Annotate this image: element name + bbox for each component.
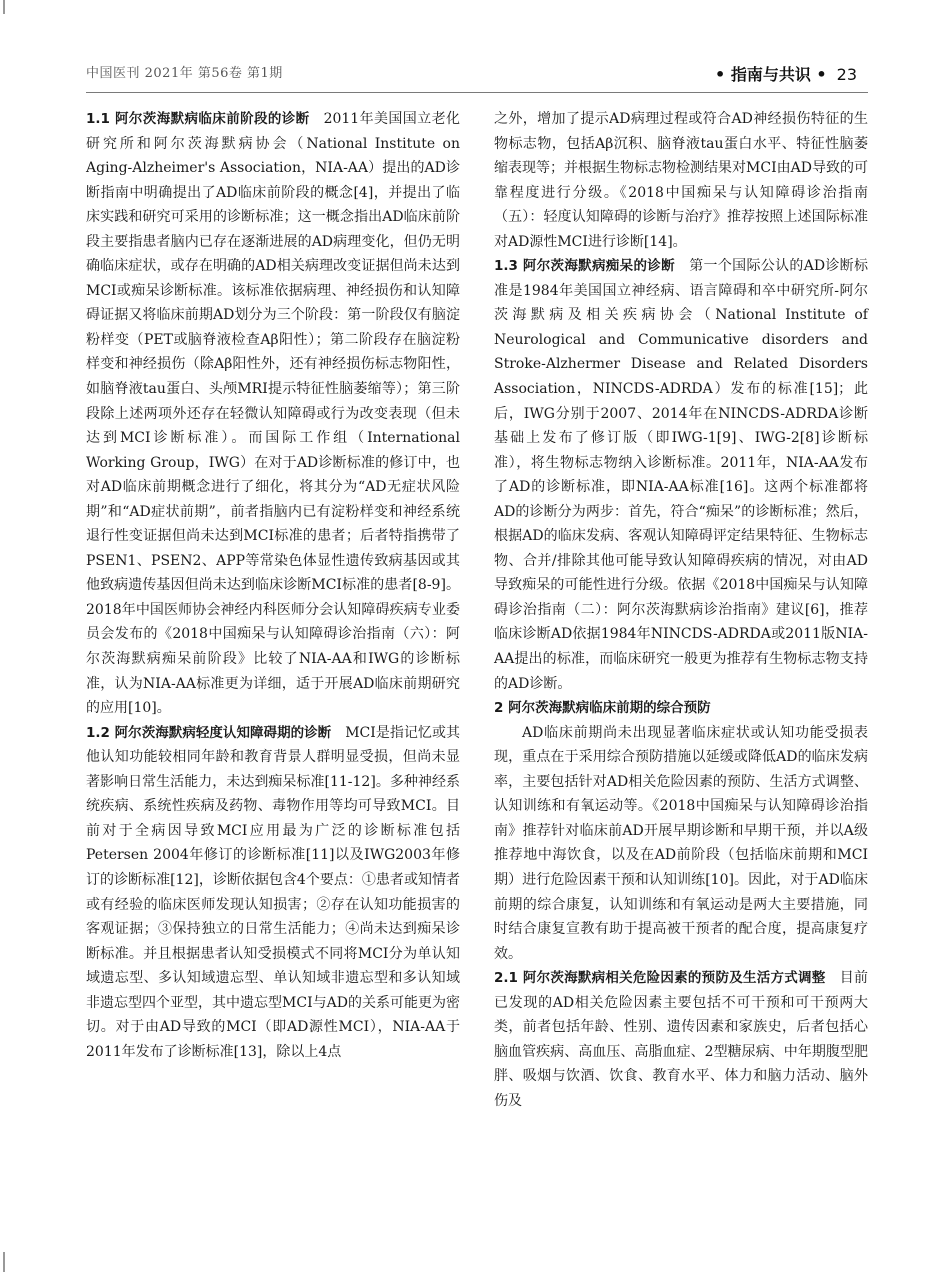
header-rule — [86, 92, 868, 93]
text-1-3: 第一个国际公认的AD诊断标准是1984年美国国立神经病、语言障碍和卒中研究所-阿尔茨海默病及相关疾病协会（National Institute of Neurological and Communicative disorders and Stroke-Alzhermer Disease and Related Disorders Association，NINCDS-ADRDA）发布的标准[15]；此后，IWG分别于2007、2014年在NINCDS-ADRDA诊断基础上发布了修订版（即IWG-1[9]、IWG-2[8]诊断标准），将生物标志物纳入诊断标准。2011年，NIA-AA发布了AD的诊断标准，即NIA-AA标准[16]。这两个标准都将AD的诊断分为两步：首先，符合“痴呆”的诊断标准；然后，根据AD的临床发病、客观认知障碍评定结果特征、生物标志物、合并/排除其他可能导致认知障碍疾病的情况，对由AD导致痴呆的可能性进行分级。依据《2018中国痴呆与认知障碍诊治指南（二）：阿尔茨海默病诊治指南》建议[6]，推荐临床诊断AD依据1984年NINCDS-ADRDA或2011版NIA-AA提出的标准，而临床研究一般更为推荐有生物标志物支持的AD诊断。 — [494, 258, 868, 692]
paragraph-1-1 — [86, 107, 460, 721]
section-title: • 指南与共识 • — [715, 65, 827, 84]
heading-2-1: 2.1 阿尔茨海默病相关危险因素的预防及生活方式调整 — [494, 970, 826, 987]
paragraph-1-2-continued: 之外，增加了提示AD病理过程或符合AD神经损伤特征的生物标志物，包括Aβ沉积、脑脊液tau蛋白水平、特征性脑萎缩表现等；并根据生物标志物检测结果对MCI由AD导致的可靠程度进行分级。《2018中国痴呆与认知障碍诊治指南（五）：轻度认知障碍的诊断与治疗》推荐按照上述国际标准对AD源性MCI进行诊断[14]。 — [494, 111, 868, 250]
heading-1-2: 1.2 阿尔茨海默病轻度认知障碍期的诊断 — [86, 724, 332, 741]
heading-1-1: 1.1 阿尔茨海默病临床前阶段的诊断 — [86, 111, 310, 127]
heading-2: 2 阿尔茨海默病临床前期的综合预防 — [494, 700, 711, 717]
left-margin-mark-top — [3, 0, 5, 14]
left-column — [86, 107, 460, 1064]
heading-1-3: 1.3 阿尔茨海默病痴呆的诊断 — [494, 258, 675, 275]
text-2-1: 目前已发现的AD相关危险因素主要包括不可干预和可干预两大类，前者包括年龄、性别、遗传因素和家族史，后者包括心脑血管疾病、高血压、高脂血症、2型糖尿病、中年期腹型肥胖、吸烟与饮酒、饮食、教育水平、体力和脑力活动、脑外伤及 — [494, 970, 868, 1109]
heading-2-line — [494, 696, 868, 721]
left-margin-mark-bottom — [3, 1252, 5, 1272]
page-number: 23 — [836, 65, 857, 84]
text-1-2: MCI是指记忆或其他认知功能较相同年龄和教育背景人群明显受损，但尚未显著影响日常生活能力，未达到痴呆标准[11-12]。多种神经系统疾病、系统性疾病及药物、毒物作用等均可导致MCI。目前对于全病因导致MCI应用最为广泛的诊断标准包括Petersen 2004年修订的诊断标准[11]以及IWG2003年修订的诊断标准[12]，诊断依据包含4个要点：①患者或知情者或有经验的临床医师发现认知损害；②存在认知功能损害的客观证据；③保持独立的日常生活能力；④尚未达到痴呆诊断标准。并且根据患者认知受损模式不同将MCI分为单认知域遗忘型、多认知域遗忘型、单认知域非遗忘型和多认知域非遗忘型四个亚型，其中遗忘型MCI与AD的关系可能更为密切。对于由AD导致的MCI（即AD源性MCI），NIA-AA于2011年发布了诊断标准[13]，除以上4点 — [86, 724, 461, 1060]
section-label — [715, 62, 857, 85]
right-column — [494, 107, 868, 1113]
paragraph-1-3 — [494, 254, 868, 696]
paragraph-1-2 — [86, 721, 460, 1065]
paragraph-2-1 — [494, 966, 868, 1113]
text-1-1: 2011年美国国立老化研究所和阿尔茨海默病协会（National Institute on Aging-Alzheimer's Association，NIA-AA）提出的AD诊断指南中明确提出了AD临床前阶段的概念[4]，并提出了临床实践和研究可采用的诊断标准；这一概念指出AD临床前阶段主要指患者脑内已存在逐渐进展的AD病理变化，但仍无明确临床症状，或存在明确的AD相关病理改变证据但尚未达到MCI或痴呆诊断标准。该标准依据病理、神经损伤和认知障碍证据又将临床前期AD划分为三个阶段：第一阶段仅有脑淀粉样变（PET或脑脊液检查Aβ阳性）；第二阶段存在脑淀粉样变和神经损伤（除Aβ阳性外，还有神经损伤标志物阳性，如脑脊液tau蛋白、头颅MRI提示特征性脑萎缩等）；第三阶段除上述两项外还存在轻微认知障碍或行为改变表现（但未达到MCI诊断标准）。而国际工作组（International Working Group，IWG）在对于AD诊断标准的修订中，也对AD临床前期概念进行了细化，将其分为“AD无症状风险期”和“AD症状前期”，前者指脑内已有淀粉样变和神经系统退行性变证据但尚未达到MCI标准的患者；后者特指携带了PSEN1、PSEN2、APP等常染色体显性遗传致病基因或其他致病遗传基因但尚未达到临床诊断MCI标准的患者[8-9]。2018年中国医师协会神经内科医师分会认知障碍疾病专业委员会发布的《2018中国痴呆与认知障碍诊治指南（六）：阿尔茨海默病痴呆前阶段》比较了NIA-AA和IWG的诊断标准，认为NIA-AA标准更为详细，适于开展AD临床前期研究的应用[10]。 — [86, 111, 460, 717]
paragraph-2: AD临床前期尚未出现显著临床症状或认知功能受损表现，重点在于采用综合预防措施以延缓或降低AD的临床发病率，主要包括针对AD相关危险因素的预防、生活方式调整、认知训练和有氧运动等。《2018中国痴呆与认知障碍诊治指南》推荐针对临床前AD开展早期诊断和早期干预，并以A级推荐地中海饮食，以及在AD前阶段（包括临床前期和MCI期）进行危险因素干预和认知训练[10]。因此，对于AD临床前期的综合康复，认知训练和有氧运动是两大主要措施，同时结合康复宣教有助于提高被干预者的配合度，提高康复疗效。 — [494, 724, 868, 962]
journal-info: 中国医刊 2021年 第56卷 第1期 — [86, 66, 283, 81]
